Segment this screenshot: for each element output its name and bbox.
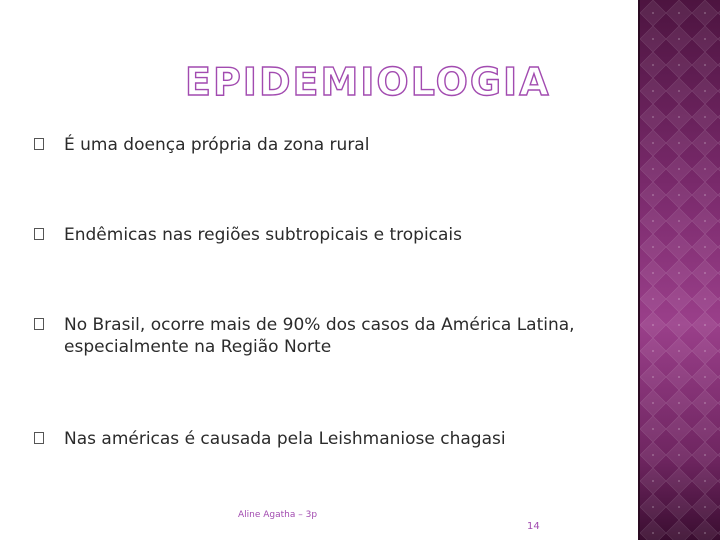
decorative-sidebar (640, 0, 720, 540)
checkbox-bullet-icon (34, 228, 44, 240)
bullet-item (34, 224, 624, 246)
bullet-item (34, 134, 624, 156)
slide-title: EPIDEMIOLOGIA (185, 60, 551, 104)
page-number: 14 (527, 521, 540, 532)
slide-footer: Aline Agatha – 3p (238, 510, 318, 520)
checkbox-bullet-icon (34, 138, 44, 150)
checkbox-bullet-icon (34, 318, 44, 330)
bullet-item (34, 314, 624, 358)
bullet-text: No Brasil, ocorre mais de 90% dos casos da América Latina, especialmente na Região Norte (64, 315, 575, 357)
bullet-text: Nas américas é causada pela Leishmaniose chagasi (64, 429, 506, 449)
bullet-text: Endêmicas nas regiões subtropicais e tropicais (64, 225, 463, 245)
bullet-text: É uma doença própria da zona rural (64, 135, 370, 155)
diamond-pattern (640, 0, 720, 540)
checkbox-bullet-icon (34, 432, 44, 444)
bullet-item (34, 428, 624, 450)
